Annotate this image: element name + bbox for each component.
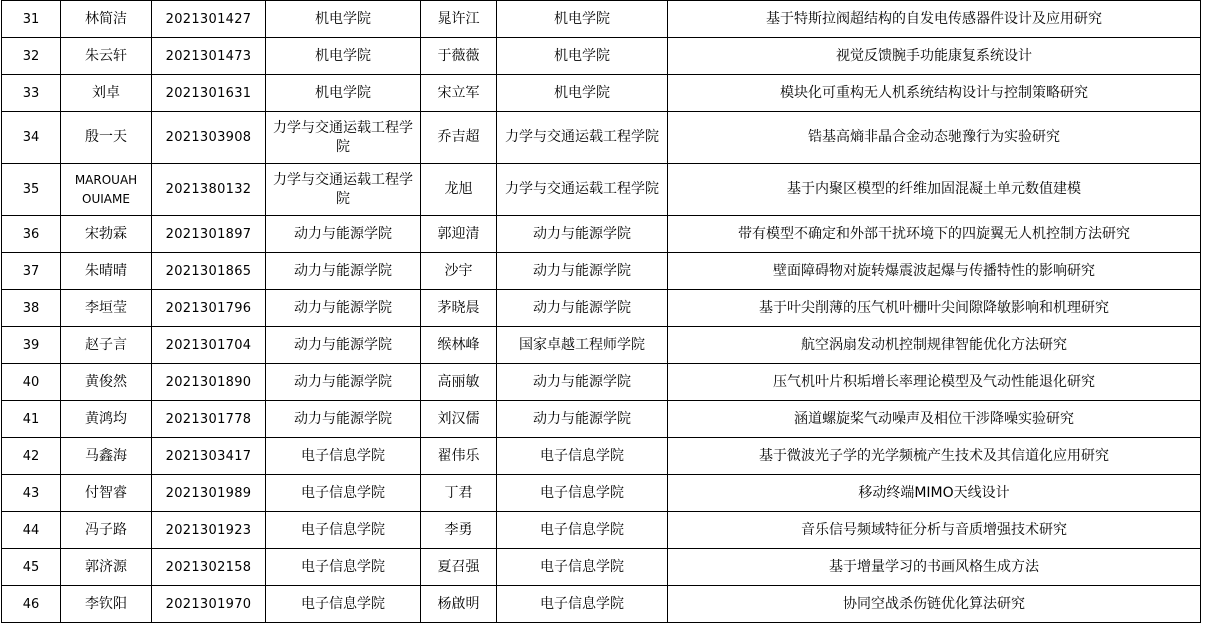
student-name: 朱晴晴 [61, 253, 152, 290]
project-title: 涵道螺旋桨气动噪声及相位干涉降噪实验研究 [668, 401, 1201, 438]
project-title: 航空涡扇发动机控制规律智能优化方法研究 [668, 327, 1201, 364]
advisor-college: 机电学院 [497, 75, 668, 112]
advisor-name: 刘汉儒 [421, 401, 497, 438]
student-id: 2021302158 [152, 549, 266, 586]
advisor-name: 于薇薇 [421, 38, 497, 75]
row-number: 45 [2, 549, 61, 586]
table-row [2, 438, 1201, 475]
table-row [2, 38, 1201, 75]
student-id: 2021301427 [152, 1, 266, 38]
student-college: 电子信息学院 [266, 475, 421, 512]
project-title: 基于叶尖削薄的压气机叶栅叶尖间隙降敏影响和机理研究 [668, 290, 1201, 327]
student-college: 动力与能源学院 [266, 401, 421, 438]
student-college: 电子信息学院 [266, 549, 421, 586]
advisor-college: 动力与能源学院 [497, 216, 668, 253]
advisor-college: 电子信息学院 [497, 475, 668, 512]
project-title: 锆基高熵非晶合金动态驰豫行为实验研究 [668, 112, 1201, 164]
table-row [2, 253, 1201, 290]
table-row [2, 327, 1201, 364]
student-college: 电子信息学院 [266, 438, 421, 475]
table-body [2, 1, 1201, 623]
student-college: 电子信息学院 [266, 512, 421, 549]
row-number: 39 [2, 327, 61, 364]
table-row [2, 364, 1201, 401]
advisor-name: 乔吉超 [421, 112, 497, 164]
student-name: 黄俊然 [61, 364, 152, 401]
row-number: 33 [2, 75, 61, 112]
student-id: 2021301970 [152, 586, 266, 623]
student-name: MAROUAH OUIAME [61, 164, 152, 216]
advisor-name: 杨啟明 [421, 586, 497, 623]
advisor-name: 龙旭 [421, 164, 497, 216]
student-name: 李垣莹 [61, 290, 152, 327]
row-number: 43 [2, 475, 61, 512]
advisor-name: 宋立军 [421, 75, 497, 112]
advisor-college: 动力与能源学院 [497, 290, 668, 327]
row-number: 41 [2, 401, 61, 438]
row-number: 42 [2, 438, 61, 475]
student-id: 2021301897 [152, 216, 266, 253]
row-number: 37 [2, 253, 61, 290]
advisor-name: 李勇 [421, 512, 497, 549]
student-id: 2021301989 [152, 475, 266, 512]
student-name: 林简洁 [61, 1, 152, 38]
student-name: 殷一天 [61, 112, 152, 164]
student-id: 2021301890 [152, 364, 266, 401]
project-title: 移动终端MIMO天线设计 [668, 475, 1201, 512]
advisor-college: 电子信息学院 [497, 438, 668, 475]
student-college: 动力与能源学院 [266, 327, 421, 364]
row-number: 40 [2, 364, 61, 401]
student-name: 刘卓 [61, 75, 152, 112]
table-row [2, 549, 1201, 586]
project-table [1, 0, 1201, 623]
advisor-name: 高丽敏 [421, 364, 497, 401]
project-title: 协同空战杀伤链优化算法研究 [668, 586, 1201, 623]
project-title: 基于增量学习的书画风格生成方法 [668, 549, 1201, 586]
student-id: 2021301473 [152, 38, 266, 75]
student-name: 宋勃霖 [61, 216, 152, 253]
advisor-college: 电子信息学院 [497, 549, 668, 586]
student-id: 2021380132 [152, 164, 266, 216]
student-name: 付智睿 [61, 475, 152, 512]
project-title: 模块化可重构无人机系统结构设计与控制策略研究 [668, 75, 1201, 112]
advisor-name: 缑林峰 [421, 327, 497, 364]
advisor-college: 电子信息学院 [497, 512, 668, 549]
table-row [2, 290, 1201, 327]
student-id: 2021301631 [152, 75, 266, 112]
student-id: 2021301923 [152, 512, 266, 549]
student-college: 动力与能源学院 [266, 364, 421, 401]
row-number: 32 [2, 38, 61, 75]
table-row [2, 475, 1201, 512]
advisor-college: 电子信息学院 [497, 586, 668, 623]
student-college: 电子信息学院 [266, 586, 421, 623]
table-row [2, 164, 1201, 216]
row-number: 38 [2, 290, 61, 327]
project-title: 基于微波光子学的光学频梳产生技术及其信道化应用研究 [668, 438, 1201, 475]
student-college: 机电学院 [266, 1, 421, 38]
advisor-name: 夏召强 [421, 549, 497, 586]
row-number: 35 [2, 164, 61, 216]
student-college: 动力与能源学院 [266, 253, 421, 290]
table-row [2, 586, 1201, 623]
student-college: 力学与交通运载工程学院 [266, 112, 421, 164]
advisor-college: 动力与能源学院 [497, 253, 668, 290]
advisor-name: 茅晓晨 [421, 290, 497, 327]
advisor-college: 动力与能源学院 [497, 401, 668, 438]
advisor-college: 机电学院 [497, 38, 668, 75]
student-id: 2021301704 [152, 327, 266, 364]
advisor-name: 沙宇 [421, 253, 497, 290]
advisor-college: 动力与能源学院 [497, 364, 668, 401]
student-id: 2021303908 [152, 112, 266, 164]
advisor-college: 力学与交通运载工程学院 [497, 164, 668, 216]
row-number: 36 [2, 216, 61, 253]
student-id: 2021301796 [152, 290, 266, 327]
student-college: 动力与能源学院 [266, 216, 421, 253]
student-name: 黄鸿均 [61, 401, 152, 438]
student-name: 李钦阳 [61, 586, 152, 623]
project-title: 基于特斯拉阀超结构的自发电传感器件设计及应用研究 [668, 1, 1201, 38]
advisor-college: 力学与交通运载工程学院 [497, 112, 668, 164]
project-title: 视觉反馈腕手功能康复系统设计 [668, 38, 1201, 75]
table-row [2, 1, 1201, 38]
student-name: 赵子言 [61, 327, 152, 364]
advisor-college: 国家卓越工程师学院 [497, 327, 668, 364]
project-title: 壁面障碍物对旋转爆震波起爆与传播特性的影响研究 [668, 253, 1201, 290]
table-row [2, 401, 1201, 438]
row-number: 31 [2, 1, 61, 38]
student-college: 机电学院 [266, 38, 421, 75]
student-name: 冯子路 [61, 512, 152, 549]
advisor-name: 翟伟乐 [421, 438, 497, 475]
row-number: 46 [2, 586, 61, 623]
student-id: 2021303417 [152, 438, 266, 475]
project-title: 带有模型不确定和外部干扰环境下的四旋翼无人机控制方法研究 [668, 216, 1201, 253]
row-number: 34 [2, 112, 61, 164]
advisor-name: 郭迎清 [421, 216, 497, 253]
student-id: 2021301778 [152, 401, 266, 438]
table-row [2, 512, 1201, 549]
advisor-name: 晁许江 [421, 1, 497, 38]
project-title: 压气机叶片积垢增长率理论模型及气动性能退化研究 [668, 364, 1201, 401]
project-title: 基于内聚区模型的纤维加固混凝土单元数值建模 [668, 164, 1201, 216]
row-number: 44 [2, 512, 61, 549]
table-row [2, 112, 1201, 164]
project-title: 音乐信号频域特征分析与音质增强技术研究 [668, 512, 1201, 549]
student-college: 力学与交通运载工程学院 [266, 164, 421, 216]
student-name: 郭济源 [61, 549, 152, 586]
student-name: 马鑫海 [61, 438, 152, 475]
student-id: 2021301865 [152, 253, 266, 290]
table-row [2, 75, 1201, 112]
student-college: 动力与能源学院 [266, 290, 421, 327]
table-row [2, 216, 1201, 253]
student-name: 朱云轩 [61, 38, 152, 75]
student-college: 机电学院 [266, 75, 421, 112]
advisor-name: 丁君 [421, 475, 497, 512]
advisor-college: 机电学院 [497, 1, 668, 38]
